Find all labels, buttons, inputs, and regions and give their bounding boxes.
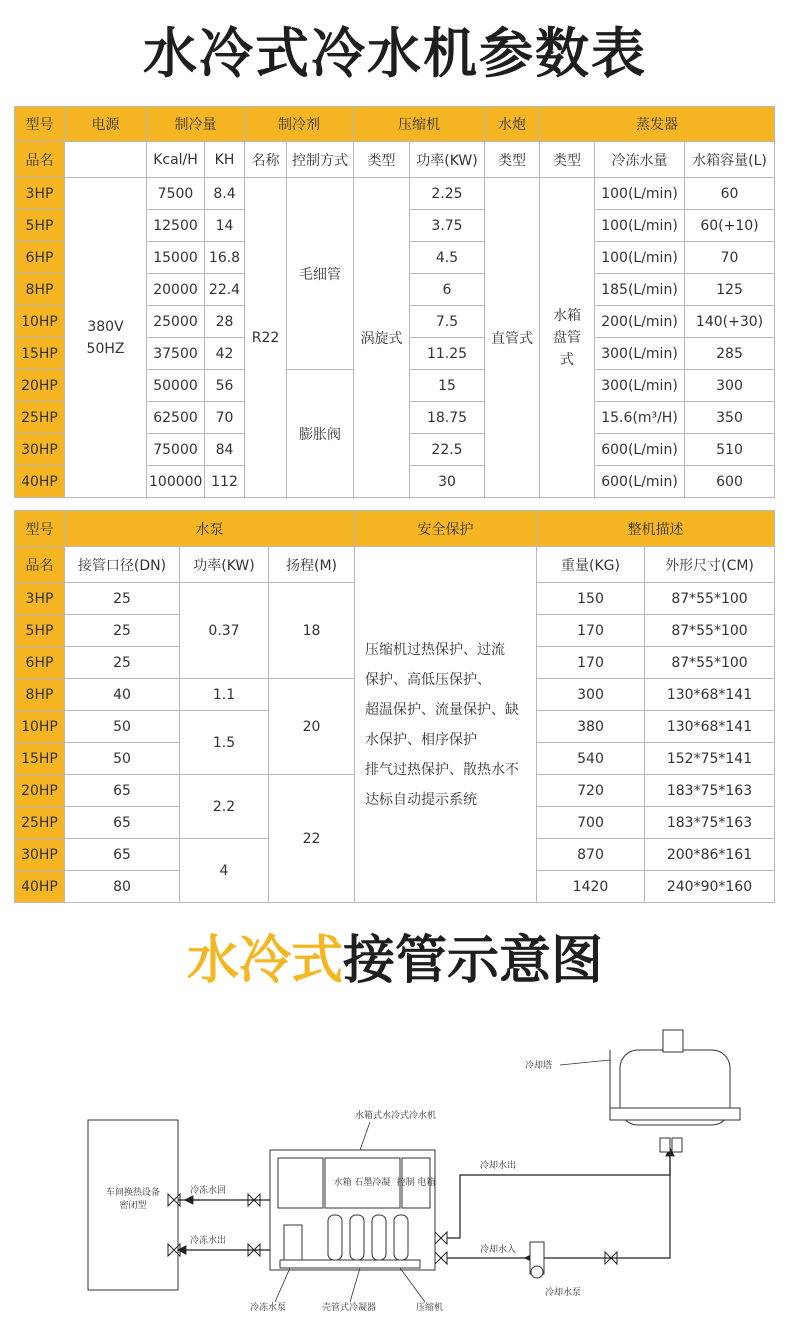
diagram-title bbox=[0, 926, 790, 996]
spec-table-2 bbox=[14, 510, 775, 903]
cell-size: 183*75*163 bbox=[645, 775, 775, 807]
cell-kcal: 12500 bbox=[147, 210, 205, 242]
cell-flow: 100(L/min) bbox=[595, 242, 685, 274]
cell-flow: 600(L/min) bbox=[595, 434, 685, 466]
compressor-type-cell: 涡旋式 bbox=[354, 178, 410, 498]
cell-kh: 56 bbox=[205, 370, 245, 402]
row-model: 3HP bbox=[15, 583, 65, 615]
cell-weight: 150 bbox=[537, 583, 645, 615]
hdr-evaporator-type: 类型 bbox=[540, 142, 595, 178]
tank-box-label: 水箱 石墨冷凝 bbox=[333, 1178, 391, 1188]
cell-flow: 100(L/min) bbox=[595, 210, 685, 242]
cell-kw: 15 bbox=[410, 370, 485, 402]
row-model: 10HP bbox=[15, 711, 65, 743]
cell-weight: 170 bbox=[537, 647, 645, 679]
cell-weight: 870 bbox=[537, 839, 645, 871]
cell-flow: 200(L/min) bbox=[595, 306, 685, 338]
protection-line: 保护、高低压保护、 bbox=[365, 671, 491, 688]
cell-kh: 14 bbox=[205, 210, 245, 242]
row-model: 5HP bbox=[15, 615, 65, 647]
spec-table-1 bbox=[14, 106, 775, 498]
cell-weight: 300 bbox=[537, 679, 645, 711]
hdr-kcal: Kcal/H bbox=[147, 142, 205, 178]
hdr-refrigerant: 制冷剂 bbox=[245, 107, 354, 142]
cell-tank: 300 bbox=[685, 370, 775, 402]
pump-power-group: 2.2 bbox=[180, 775, 269, 839]
cell-kcal: 50000 bbox=[147, 370, 205, 402]
protection-line: 水保护、相序保护 bbox=[365, 731, 477, 748]
cell-flow: 15.6(m³/H) bbox=[595, 402, 685, 434]
cell-kw: 18.75 bbox=[410, 402, 485, 434]
cell-size: 240*90*160 bbox=[645, 871, 775, 903]
cell-size: 183*75*163 bbox=[645, 807, 775, 839]
pump-head-group: 22 bbox=[269, 775, 355, 903]
row-model: 40HP bbox=[15, 466, 65, 498]
power-supply-cell: 380V 50HZ bbox=[65, 178, 147, 498]
cell-size: 87*55*100 bbox=[645, 615, 775, 647]
row-model: 10HP bbox=[15, 306, 65, 338]
cell-size: 130*68*141 bbox=[645, 679, 775, 711]
row-model: 5HP bbox=[15, 210, 65, 242]
compressor-label: 压缩机 bbox=[416, 1303, 444, 1313]
hdr-model: 型号 bbox=[15, 107, 65, 142]
refrigerant-name-cell: R22 bbox=[245, 178, 287, 498]
cell-kw: 7.5 bbox=[410, 306, 485, 338]
cell-tank: 350 bbox=[685, 402, 775, 434]
cooling-tower-label: 冷却塔 bbox=[525, 1061, 553, 1071]
row-model: 25HP bbox=[15, 402, 65, 434]
chilled-out-label: 冷冻水出 bbox=[190, 1236, 227, 1246]
cell-size: 87*55*100 bbox=[645, 583, 775, 615]
control-expansion-valve-cell: 膨胀阀 bbox=[287, 370, 354, 498]
cell-size: 130*68*141 bbox=[645, 711, 775, 743]
cell-kcal: 75000 bbox=[147, 434, 205, 466]
row-model: 15HP bbox=[15, 338, 65, 370]
hdr2-product-name: 品名 bbox=[15, 547, 65, 583]
cell-size: 200*86*161 bbox=[645, 839, 775, 871]
row-model: 6HP bbox=[15, 647, 65, 679]
cell-size: 152*75*141 bbox=[645, 743, 775, 775]
piping-diagram bbox=[60, 1010, 760, 1330]
cell-flow: 600(L/min) bbox=[595, 466, 685, 498]
cooling-pump-label: 冷却水泵 bbox=[545, 1288, 582, 1298]
hdr2-dimensions: 外形尺寸(CM) bbox=[645, 547, 775, 583]
control-box-label: 控制 电箱 bbox=[396, 1178, 436, 1188]
hdr-refrigerant-name: 名称 bbox=[245, 142, 287, 178]
hdr-blank bbox=[65, 142, 147, 178]
hdr2-description: 整机描述 bbox=[537, 511, 775, 547]
row-model: 20HP bbox=[15, 370, 65, 402]
row-model: 15HP bbox=[15, 743, 65, 775]
protection-line: 达标自动提示系统 bbox=[365, 791, 477, 808]
chiller-unit bbox=[270, 1150, 435, 1270]
protection-line: 排气过热保护、散热水不 bbox=[365, 761, 519, 778]
cell-weight: 540 bbox=[537, 743, 645, 775]
cell-kcal: 100000 bbox=[147, 466, 205, 498]
hdr-compressor-type: 类型 bbox=[354, 142, 410, 178]
cell-kcal: 20000 bbox=[147, 274, 205, 306]
hdr-cooling-capacity: 制冷量 bbox=[147, 107, 245, 142]
diagram-title-rest: 接管示意图 bbox=[343, 931, 604, 991]
row-model: 8HP bbox=[15, 679, 65, 711]
cell-size: 87*55*100 bbox=[645, 647, 775, 679]
pump-power-group: 1.5 bbox=[180, 711, 269, 775]
cell-kcal: 37500 bbox=[147, 338, 205, 370]
diagram-title-highlight: 水冷式 bbox=[186, 931, 343, 991]
cell-dn: 80 bbox=[65, 871, 180, 903]
cell-dn: 50 bbox=[65, 711, 180, 743]
hdr-control-method: 控制方式 bbox=[287, 142, 354, 178]
cell-weight: 380 bbox=[537, 711, 645, 743]
hdr-product-name: 品名 bbox=[15, 142, 65, 178]
hdr2-weight: 重量(KG) bbox=[537, 547, 645, 583]
cell-flow: 300(L/min) bbox=[595, 338, 685, 370]
hdr-chilled-flow: 冷冻水量 bbox=[595, 142, 685, 178]
cooling-pump-icon bbox=[530, 1242, 544, 1278]
cell-kw: 11.25 bbox=[410, 338, 485, 370]
hdr-tank-capacity: 水箱容量(L) bbox=[685, 142, 775, 178]
cooling-out-label: 冷却水出 bbox=[480, 1161, 517, 1171]
hdr2-pump-power: 功率(KW) bbox=[180, 547, 269, 583]
safety-protection-cell bbox=[355, 547, 537, 903]
cell-weight: 700 bbox=[537, 807, 645, 839]
row-model: 40HP bbox=[15, 871, 65, 903]
workshop-label-line: 车间换热设备 bbox=[105, 1188, 161, 1198]
hdr2-pump-head: 扬程(M) bbox=[269, 547, 355, 583]
cell-flow: 185(L/min) bbox=[595, 274, 685, 306]
cell-dn: 25 bbox=[65, 615, 180, 647]
pump-power-group: 0.37 bbox=[180, 583, 269, 679]
control-capillary-cell: 毛细管 bbox=[287, 178, 354, 370]
cell-dn: 50 bbox=[65, 743, 180, 775]
cell-flow: 100(L/min) bbox=[595, 178, 685, 210]
pump-power-group: 1.1 bbox=[180, 679, 269, 711]
cell-weight: 720 bbox=[537, 775, 645, 807]
hdr2-model: 型号 bbox=[15, 511, 65, 547]
chilled-pump-label: 冷冻水泵 bbox=[250, 1303, 287, 1313]
workshop-label-line: 密闭型 bbox=[119, 1201, 147, 1211]
cell-dn: 40 bbox=[65, 679, 180, 711]
cell-tank: 510 bbox=[685, 434, 775, 466]
protection-line: 压缩机过热保护、过流 bbox=[365, 641, 505, 658]
cell-kcal: 62500 bbox=[147, 402, 205, 434]
hdr-condenser: 水炮 bbox=[485, 107, 540, 142]
cell-dn: 25 bbox=[65, 647, 180, 679]
page-title: 水冷式冷水机参数表 bbox=[143, 22, 647, 85]
cell-kcal: 15000 bbox=[147, 242, 205, 274]
cell-kw: 3.75 bbox=[410, 210, 485, 242]
chilled-return-label: 冷冻水回 bbox=[190, 1186, 227, 1196]
cell-tank: 600 bbox=[685, 466, 775, 498]
hdr-condenser-type: 类型 bbox=[485, 142, 540, 178]
cell-dn: 25 bbox=[65, 583, 180, 615]
cooling-tower-icon bbox=[610, 1030, 740, 1152]
row-model: 20HP bbox=[15, 775, 65, 807]
cell-tank: 285 bbox=[685, 338, 775, 370]
cell-kh: 84 bbox=[205, 434, 245, 466]
cell-dn: 65 bbox=[65, 807, 180, 839]
row-model: 30HP bbox=[15, 434, 65, 466]
row-model: 30HP bbox=[15, 839, 65, 871]
workshop-equipment bbox=[88, 1120, 178, 1290]
chiller-label: 水箱式水冷式冷水机 bbox=[355, 1111, 437, 1121]
cooling-in-label: 冷却水入 bbox=[480, 1245, 517, 1255]
hdr-kh: KH bbox=[205, 142, 245, 178]
cell-tank: 70 bbox=[685, 242, 775, 274]
hdr-compressor-power: 功率(KW) bbox=[410, 142, 485, 178]
pump-head-group: 20 bbox=[269, 679, 355, 775]
cell-tank: 60(+10) bbox=[685, 210, 775, 242]
cell-kw: 4.5 bbox=[410, 242, 485, 274]
cell-kh: 112 bbox=[205, 466, 245, 498]
cell-tank: 125 bbox=[685, 274, 775, 306]
protection-line: 超温保护、流量保护、缺 bbox=[365, 701, 519, 718]
pump-power-group: 4 bbox=[180, 839, 269, 903]
cell-kw: 30 bbox=[410, 466, 485, 498]
cell-kw: 2.25 bbox=[410, 178, 485, 210]
cell-dn: 65 bbox=[65, 775, 180, 807]
cell-dn: 65 bbox=[65, 839, 180, 871]
cell-weight: 170 bbox=[537, 615, 645, 647]
cell-tank: 60 bbox=[685, 178, 775, 210]
row-model: 25HP bbox=[15, 807, 65, 839]
cell-kh: 42 bbox=[205, 338, 245, 370]
hdr-evaporator: 蒸发器 bbox=[540, 107, 775, 142]
row-model: 3HP bbox=[15, 178, 65, 210]
cell-kcal: 7500 bbox=[147, 178, 205, 210]
hdr2-safety: 安全保护 bbox=[355, 511, 537, 547]
hdr2-pipe-dn: 接管口径(DN) bbox=[65, 547, 180, 583]
cell-kw: 22.5 bbox=[410, 434, 485, 466]
row-model: 8HP bbox=[15, 274, 65, 306]
cell-kw: 6 bbox=[410, 274, 485, 306]
hdr-compressor: 压缩机 bbox=[354, 107, 485, 142]
cell-flow: 300(L/min) bbox=[595, 370, 685, 402]
hdr-power-supply: 电源 bbox=[65, 107, 147, 142]
condenser-type-cell: 直管式 bbox=[485, 178, 540, 498]
cell-weight: 1420 bbox=[537, 871, 645, 903]
cell-kh: 70 bbox=[205, 402, 245, 434]
cell-kh: 8.4 bbox=[205, 178, 245, 210]
cell-kcal: 25000 bbox=[147, 306, 205, 338]
pump-head-group: 18 bbox=[269, 583, 355, 679]
cell-kh: 16.8 bbox=[205, 242, 245, 274]
cell-tank: 140(+30) bbox=[685, 306, 775, 338]
evaporator-type-cell: 水箱 盘管式 bbox=[540, 178, 595, 498]
hdr2-water-pump: 水泵 bbox=[65, 511, 355, 547]
row-model: 6HP bbox=[15, 242, 65, 274]
cell-kh: 22.4 bbox=[205, 274, 245, 306]
condenser-label: 壳管式冷凝器 bbox=[322, 1303, 377, 1313]
cell-kh: 28 bbox=[205, 306, 245, 338]
